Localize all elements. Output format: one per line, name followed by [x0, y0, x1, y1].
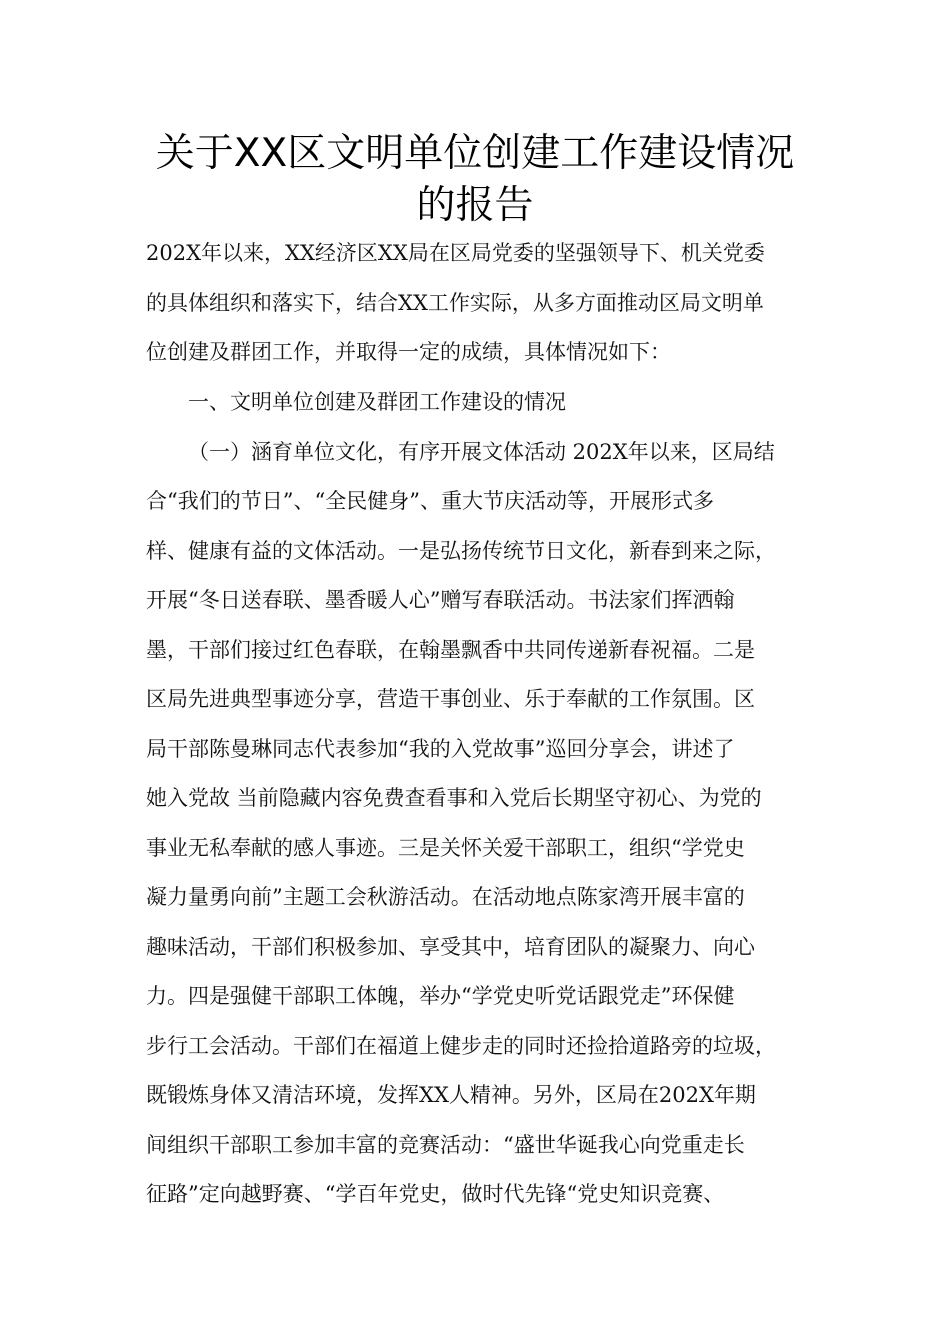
body-line-12: 她入党故 当前隐藏内容免费查看事和入党后长期坚守初心、为党的 — [146, 786, 762, 810]
body-line-1: 202X年以来，XX经济区XX局在区局党委的坚强领导下、机关党委 — [146, 241, 765, 265]
body-line-2: 的具体组织和落实下，结合XX工作实际，从多方面推动区局文明单 — [146, 291, 764, 315]
body-line-3: 位创建及群团工作，并取得一定的成绩，具体情况如下： — [146, 340, 671, 364]
body-line-6: 合“我们的节日”、“全民健身”、重大节庆活动等，开展形式多 — [146, 489, 714, 513]
body-line-13: 事业无私奉献的感人事迹。三是关怀关爱干部职工，组织“学党史 — [146, 836, 745, 860]
body-line-16: 力。四是强健干部职工体魄，举办“学党史听党话跟党走”环保健 — [146, 984, 735, 1008]
body-line-5: （一）涵育单位文化，有序开展文体活动 202X年以来，区局结 — [188, 440, 775, 464]
body-line-19: 间组织干部职工参加丰富的竞赛活动：“盛世华诞我心向党重走长 — [146, 1133, 745, 1157]
body-line-7: 样、健康有益的文体活动。一是弘扬传统节日文化，新春到来之际， — [146, 539, 776, 563]
section-heading-1: 一、文明单位创建及群团工作建设的情况 — [188, 390, 566, 414]
body-line-9: 墨，干部们接过红色春联，在翰墨飘香中共同传递新春祝福。二是 — [146, 638, 755, 662]
body-line-10: 区局先进典型事迹分享，营造干事创业、乐于奉献的工作氛围。区 — [146, 687, 755, 711]
body-line-20: 征路”定向越野赛、“学百年党史，做时代先锋“党史知识竞赛、 — [146, 1182, 725, 1206]
body-line-17: 步行工会活动。干部们在福道上健步走的同时还捡拾道路旁的垃圾， — [146, 1034, 776, 1058]
document-title-line-1: 关于XX区文明单位创建工作建设情况 — [155, 131, 795, 176]
body-line-14: 凝力量勇向前”主题工会秋游活动。在活动地点陈家湾开展丰富的 — [146, 885, 745, 909]
body-line-11: 局干部陈曼琳同志代表参加“我的入党故事”巡回分享会，讲述了 — [146, 737, 735, 761]
body-line-15: 趣味活动，干部们积极参加、享受其中，培育团队的凝聚力、向心 — [146, 935, 755, 959]
document-title-line-2: 的报告 — [416, 183, 534, 228]
body-line-8: 开展“冬日送春联、墨香暖人心”赠写春联活动。书法家们挥洒翰 — [146, 588, 735, 612]
body-line-18: 既锻炼身体又清洁环境，发挥XX人精神。另外，区局在202X年期 — [146, 1083, 756, 1107]
